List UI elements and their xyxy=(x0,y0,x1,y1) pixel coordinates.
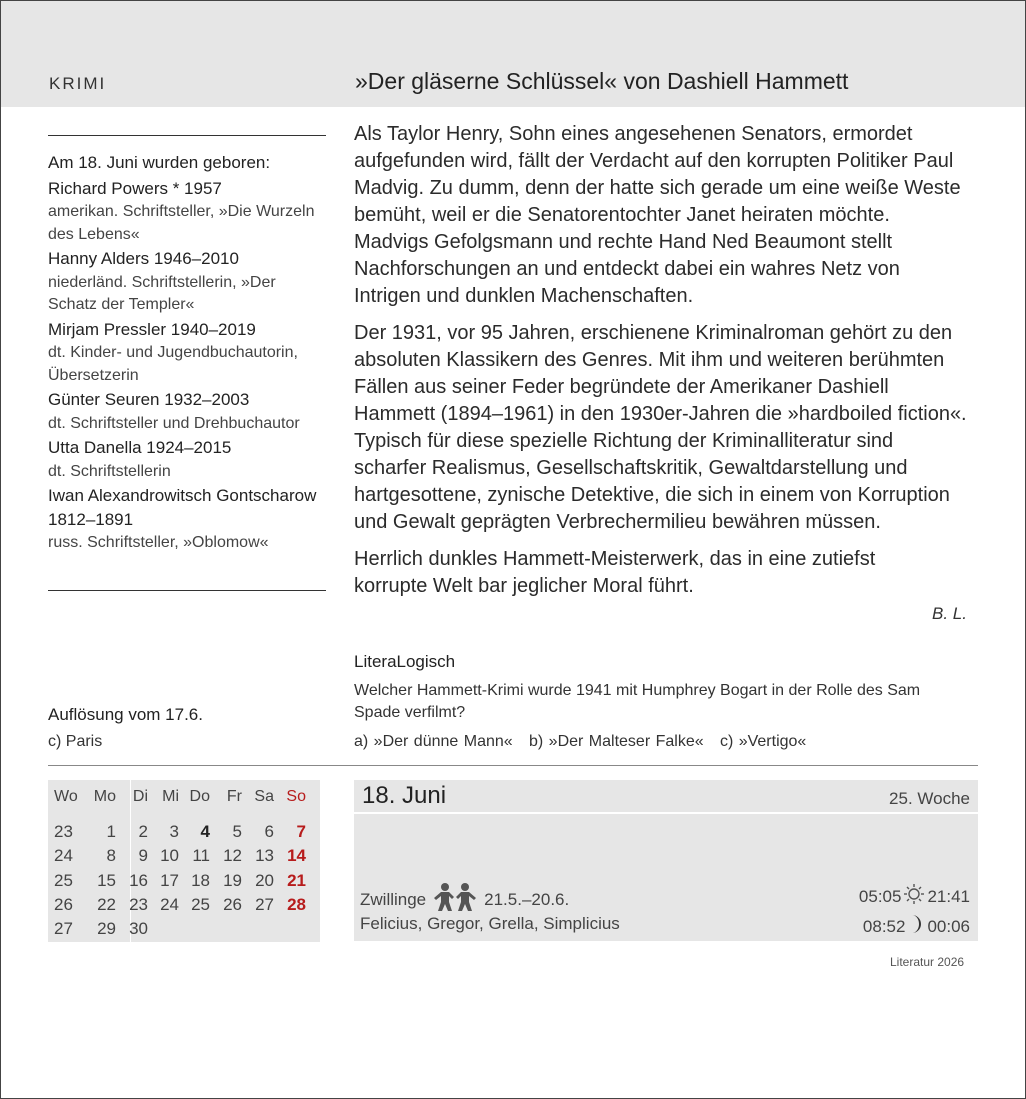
person-desc: russ. Schriftsteller, »Oblomow« xyxy=(48,534,269,551)
person-desc: niederländ. Schriftstellerin, »Der Schatz der Templer« xyxy=(48,273,276,313)
calendar-day: 22 xyxy=(97,895,116,914)
calendar-weekday-header: Fr xyxy=(226,788,242,805)
calendar-day: 25 xyxy=(191,895,210,914)
person-desc: dt. Schriftsteller und Drehbuchautor xyxy=(48,414,300,432)
person-desc: dt. Kinder- und Jugendbuchautorin, Übersetzerin xyxy=(48,344,298,384)
calendar-day: 16 xyxy=(129,871,148,890)
quiz-question: Welcher Hammett-Krimi wurde 1941 mit Humphrey Bogart in der Rolle des Sam Spade verfilmt? xyxy=(354,682,921,721)
calendar-day: 14 xyxy=(287,846,306,865)
calendar-day: 24 xyxy=(160,895,179,914)
calendar-day: 15 xyxy=(97,871,116,890)
calendar-week-number: 23 xyxy=(54,822,73,841)
day-date: 18. Juni xyxy=(362,782,447,809)
calendar-day: 4 xyxy=(200,822,210,841)
calendar-day: 19 xyxy=(223,871,242,890)
calendar-day: 27 xyxy=(255,895,274,914)
sun-times xyxy=(859,883,970,910)
calendar-week-number: 24 xyxy=(54,846,73,865)
person-years: 1940–2019 xyxy=(166,319,256,339)
moon-icon xyxy=(909,914,923,939)
calendar-day: 11 xyxy=(192,846,210,865)
person-entry xyxy=(48,248,328,317)
calendar-day: 23 xyxy=(129,895,148,914)
person-years: 1924–2015 xyxy=(141,438,232,457)
person-entry xyxy=(48,178,328,247)
day-header xyxy=(354,780,978,812)
calendar-week-number: 25 xyxy=(54,871,73,890)
page-header xyxy=(1,1,1025,107)
sun-icon xyxy=(903,883,925,910)
calendar-day: 28 xyxy=(287,895,306,914)
moon-times xyxy=(863,914,970,939)
calendar-day: 18 xyxy=(191,871,210,890)
calendar-day: 6 xyxy=(264,822,274,841)
name-days: Felicius, Gregor, Grella, Simplicius xyxy=(360,914,620,933)
calendar-day: 8 xyxy=(106,846,116,865)
person-name: Mirjam Pressler xyxy=(48,319,167,339)
calendar-day: 10 xyxy=(160,846,179,865)
calendar-day: 5 xyxy=(232,822,242,841)
moonset-time: 00:06 xyxy=(927,916,970,936)
calendar-weekday-header: Mi xyxy=(162,788,179,805)
births-section xyxy=(48,152,328,557)
person-years: * 1957 xyxy=(168,178,222,198)
sunrise-time: 05:05 xyxy=(858,886,902,906)
calendar-day: 29 xyxy=(97,919,116,938)
moonrise-time: 08:52 xyxy=(862,916,906,936)
article-paragraph: Herrlich dunkles Hammett-Meisterwerk, das in eine zutiefst korrupte Welt bar jeglicher Moral führt. xyxy=(354,548,876,597)
births-heading: Am 18. Juni wurden geboren: xyxy=(48,153,271,172)
births-top-rule xyxy=(48,135,326,136)
person-desc: amerikan. Schriftsteller, »Die Wurzeln des Lebens« xyxy=(48,203,315,243)
article-paragraph: Als Taylor Henry, Sohn eines angesehenen Senators, ermordet aufgefunden wird, fällt der Verdacht auf den korrupten Politiker Paul Madvig. Zu dumm, denn der hatte sich gerade um eine weiße Weste bemüht, weil er die Senatorentochter Janet heiraten möchte. Madvigs Gefolgsmann und rechte Hand Ned Beaumont stellt Nachforschungen an und entdeckt dabei ein wahres Netz von Intrigen und dunklen Machenschaften. xyxy=(354,123,961,307)
person-name: Utta Danella xyxy=(48,438,142,457)
person-entry xyxy=(48,389,328,435)
calendar-day: 17 xyxy=(160,871,179,890)
calendar-week-header: Wo xyxy=(54,788,78,805)
calendar-day: 3 xyxy=(169,822,179,841)
person-entry xyxy=(48,319,328,388)
day-info xyxy=(354,814,978,941)
calendar-day: 12 xyxy=(223,846,242,865)
calendar-day: 13 xyxy=(255,846,274,865)
zodiac-name: Zwillinge xyxy=(360,889,427,909)
calendar-day: 30 xyxy=(129,919,148,938)
calendar-day: 2 xyxy=(138,822,148,841)
calendar-day: 20 xyxy=(255,871,274,890)
person-entry xyxy=(48,437,328,483)
calendar-weekday-header: Di xyxy=(132,788,148,805)
births-bottom-rule xyxy=(48,590,326,591)
calendar-weekday-header: So xyxy=(286,788,306,805)
person-years: 1946–2010 xyxy=(149,249,239,268)
category-label: KRIMI xyxy=(49,74,107,93)
person-name: Hanny Alders xyxy=(48,249,150,268)
article-body xyxy=(354,121,969,610)
calendar-day: 1 xyxy=(106,822,116,841)
section-divider xyxy=(48,765,978,766)
calendar-week-number: 27 xyxy=(54,919,73,938)
person-desc: dt. Schriftstellerin xyxy=(48,462,171,480)
person-name: Günter Seuren xyxy=(48,390,160,409)
calendar-day: 7 xyxy=(296,822,306,841)
quiz-options: a) »Der dünne Mann« b) »Der Malteser Falke« c) »Vertigo« xyxy=(354,733,807,750)
quiz-title: LiteraLogisch xyxy=(354,652,456,671)
calendar-day: 26 xyxy=(223,895,242,914)
calendar-weekday-header: Sa xyxy=(254,788,274,805)
calendar-weekday-header: Mo xyxy=(93,788,116,805)
author-signature: B. L. xyxy=(932,604,967,623)
calendar-day: 9 xyxy=(138,846,148,865)
sunset-time: 21:41 xyxy=(927,886,970,906)
solution-text: c) Paris xyxy=(48,733,103,750)
week-number: 25. Woche xyxy=(889,789,970,808)
solution-title: Auflösung vom 17.6. xyxy=(48,705,203,724)
person-entry xyxy=(48,485,328,555)
zodiac-row xyxy=(360,882,569,917)
person-years: 1812–1891 xyxy=(48,509,134,529)
person-name: Iwan Alexandrowitsch Gontscharow xyxy=(48,486,317,505)
page-title: »Der gläserne Schlüssel« von Dashiell Hammett xyxy=(355,68,849,94)
gemini-icon xyxy=(432,882,478,917)
calendar-weekday-header: Do xyxy=(189,788,210,805)
person-name: Richard Powers xyxy=(48,178,168,198)
calendar-week-number: 26 xyxy=(54,895,73,914)
zodiac-range: 21.5.–20.6. xyxy=(484,889,570,909)
person-years: 1932–2003 xyxy=(159,390,250,409)
footer-label: Literatur 2026 xyxy=(890,955,965,969)
month-calendar xyxy=(48,780,320,942)
calendar-day: 21 xyxy=(287,871,306,890)
article-paragraph: Der 1931, vor 95 Jahren, erschienene Kriminalroman gehört zu den absoluten Klassikern des Genres. Mit ihm und weiteren berühmten Fällen aus seiner Feder begründete der Amerikaner Dashiell Hammett (1894–1961) in den 1930er-Jahren die »hardboiled fiction«. Typisch für diese spezielle Richtung der Kriminalliteratur sind scharfer Realismus, Gesellschaftskritik, Gewaltdarstellung und hartgesottene, zynische Detektive, die sich in einem von Korruption und Gewalt geprägten Verbrechermilieu bewähren müssen. xyxy=(354,322,967,533)
